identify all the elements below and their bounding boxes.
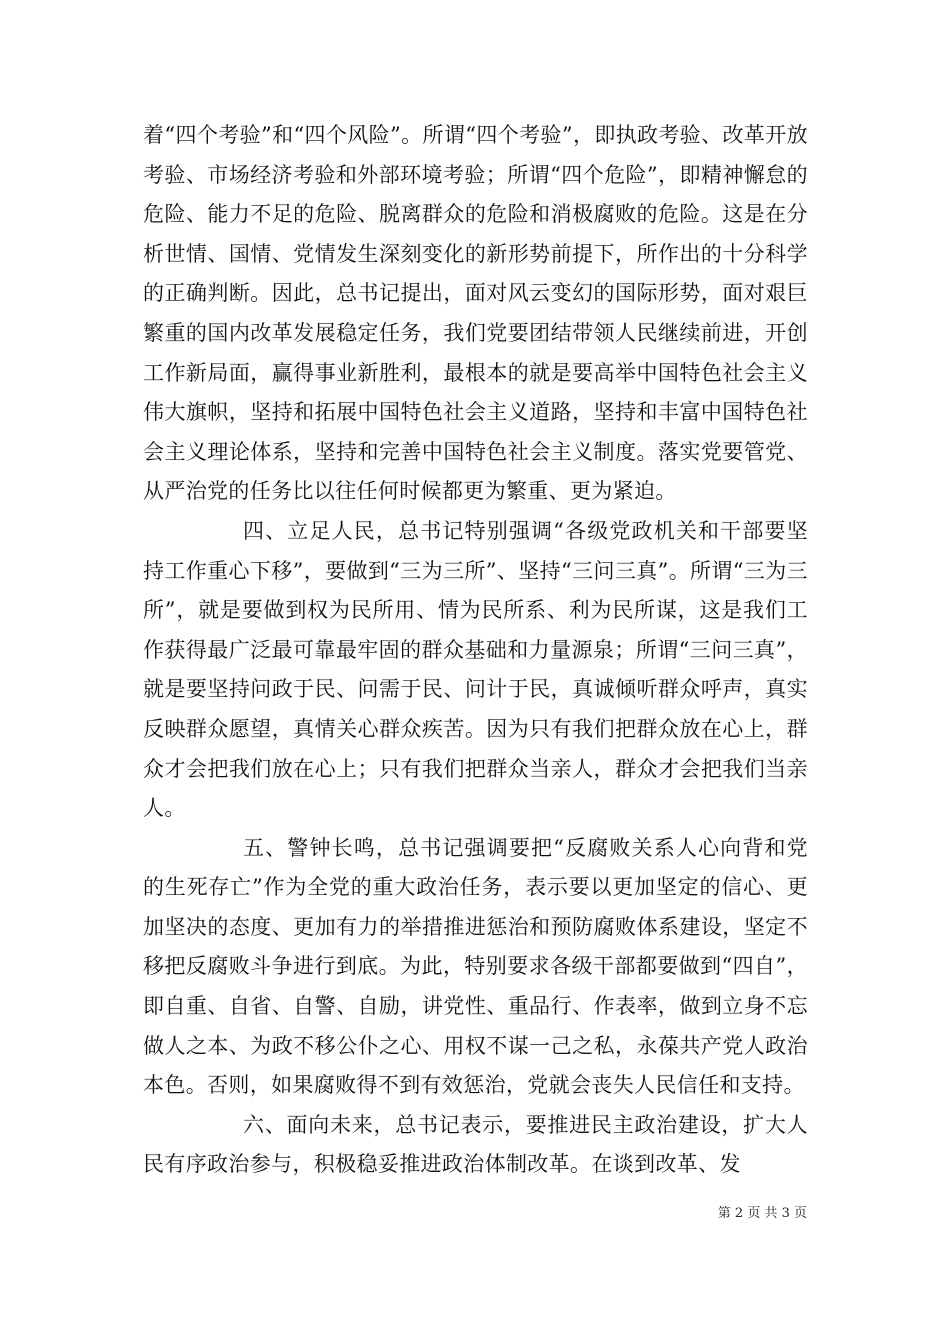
paragraph-four-people: 四、立足人民，总书记特别强调“各级党政机关和干部要坚持工作重心下移”，要做到“三为三所”、坚持“三问三真”。所谓“三为三所”，就是要做到权为民所用、情为民所系、利为民所谋，这是我们工作获得最广泛最可靠最牢固的群众基础和力量源泉；所谓“三问三真”，就是要坚持问政于民、问需于民、问计于民，真诚倾听群众呼声，真实反映群众愿望，真情关心群众疾苦。因为只有我们把群众放在心上，群众才会把我们放在心上；只有我们把群众当亲人，群众才会把我们当亲人。 [143,518,808,821]
paragraph-six-future: 六、面向未来，总书记表示，要推进民主政治建设，扩大人民有序政治参与，积极稳妥推进政治体制改革。在谈到改革、发 [143,1112,808,1177]
paragraph-four-tests: 着“四个考验”和“四个风险”。所谓“四个考验”，即执政考验、改革开放考验、市场经济考验和外部环境考验；所谓“四个危险”，即精神懈怠的危险、能力不足的危险、脱离群众的危险和消极腐败的危险。这是在分析世情、国情、党情发生深刻变化的新形势前提下，所作出的十分科学的正确判断。因此，总书记提出，面对风云变幻的国际形势，面对艰巨繁重的国内改革发展稳定任务，我们党要团结带领人民继续前进，开创工作新局面，赢得事业新胜利，最根本的就是要高举中国特色社会主义伟大旗帜，坚持和拓展中国特色社会主义道路，坚持和丰富中国特色社会主义理论体系，坚持和完善中国特色社会主义制度。落实党要管党、从严治党的任务比以往任何时候都更为繁重、更为紧迫。 [143,123,808,504]
document-body [143,116,808,1185]
page-number-footer: 第 2 页 共 3 页 [717,1206,807,1221]
paragraph-five-anticorruption: 五、警钟长鸣，总书记强调要把“反腐败关系人心向背和党的生死存亡”作为全党的重大政治任务，表示要以更加坚定的信心、更加坚决的态度、更加有力的举措推进惩治和预防腐败体系建设，坚定不移把反腐败斗争进行到底。为此，特别要求各级干部都要做到“四自”，即自重、自省、自警、自励，讲党性、重品行、作表率，做到立身不忘做人之本、为政不移公仆之心、用权不谋一己之私，永葆共产党人政治本色。否则，如果腐败得不到有效惩治，党就会丧失人民信任和支持。 [143,835,808,1098]
